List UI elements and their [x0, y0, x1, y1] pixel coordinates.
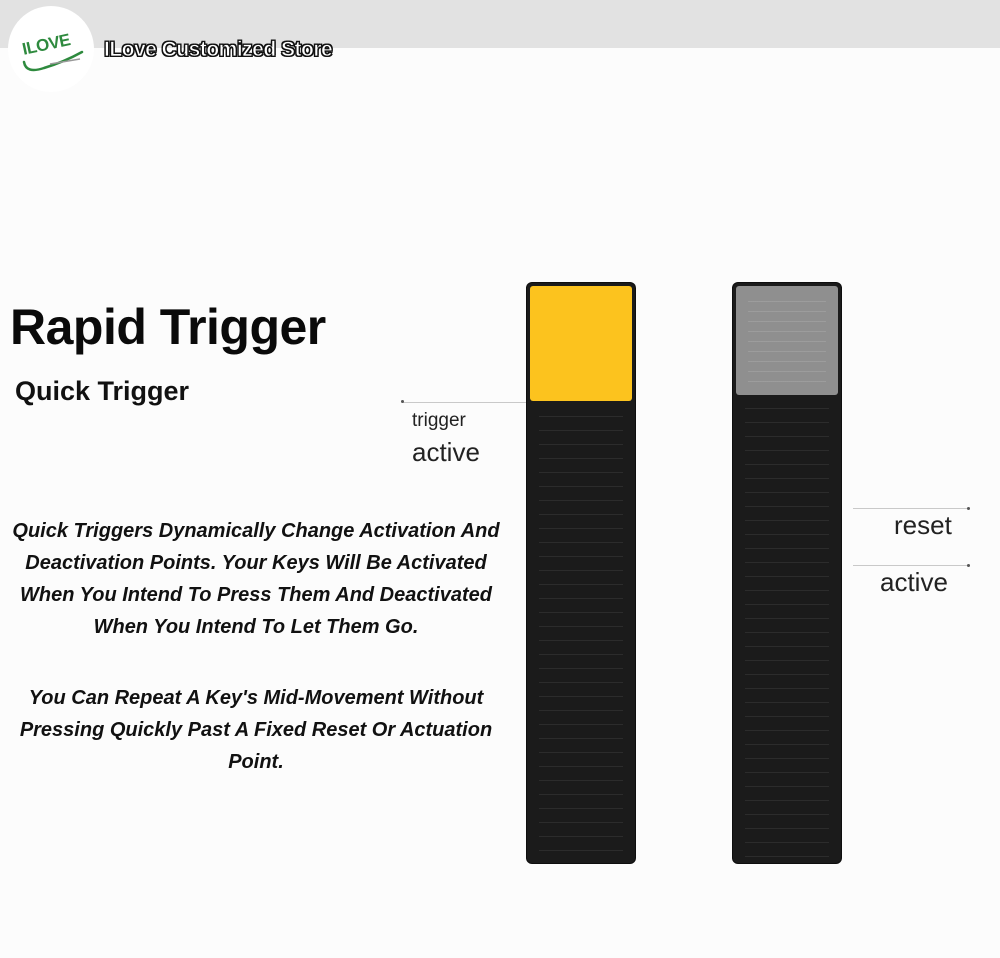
trigger-active-label: active: [412, 437, 480, 467]
page-subtitle: Quick Trigger: [15, 376, 190, 406]
page-title: Rapid Trigger: [10, 299, 326, 355]
right-key-column: [733, 283, 841, 863]
store-logo: [8, 6, 94, 92]
left-key-fill: [530, 286, 632, 401]
trigger-label: trigger: [412, 410, 466, 431]
reset-active-label: active: [880, 567, 948, 597]
trigger-guide-dot: [401, 400, 404, 403]
logo-text: ILOVE: [20, 30, 72, 59]
left-key-column: [527, 283, 635, 863]
left-key-stripes: [539, 403, 623, 863]
reset-guide-line: [853, 508, 969, 509]
description-paragraph-2: You Can Repeat A Key's Mid-Movement Without Pressing Quickly Past A Fixed Reset Or Actuation Point.: [19, 687, 493, 773]
right-key-fill: [736, 286, 838, 395]
reset-guide-dot: [967, 507, 970, 510]
active-guide-dot: [967, 564, 970, 567]
reset-label: reset: [894, 510, 952, 540]
trigger-guide-line: [402, 402, 527, 403]
description-paragraph-1: Quick Triggers Dynamically Change Activation And Deactivation Points. Your Keys Will Be Activated When You Intend To Press Them And Deactivated When You Intend To Let Them Go.: [12, 520, 500, 638]
right-key-fill-stripes: [748, 292, 826, 389]
store-name: ILove Customized Store: [104, 38, 333, 61]
right-key-stripes: [745, 395, 829, 863]
logo-swoosh-icon: [20, 48, 84, 76]
active-guide-line: [853, 565, 969, 566]
